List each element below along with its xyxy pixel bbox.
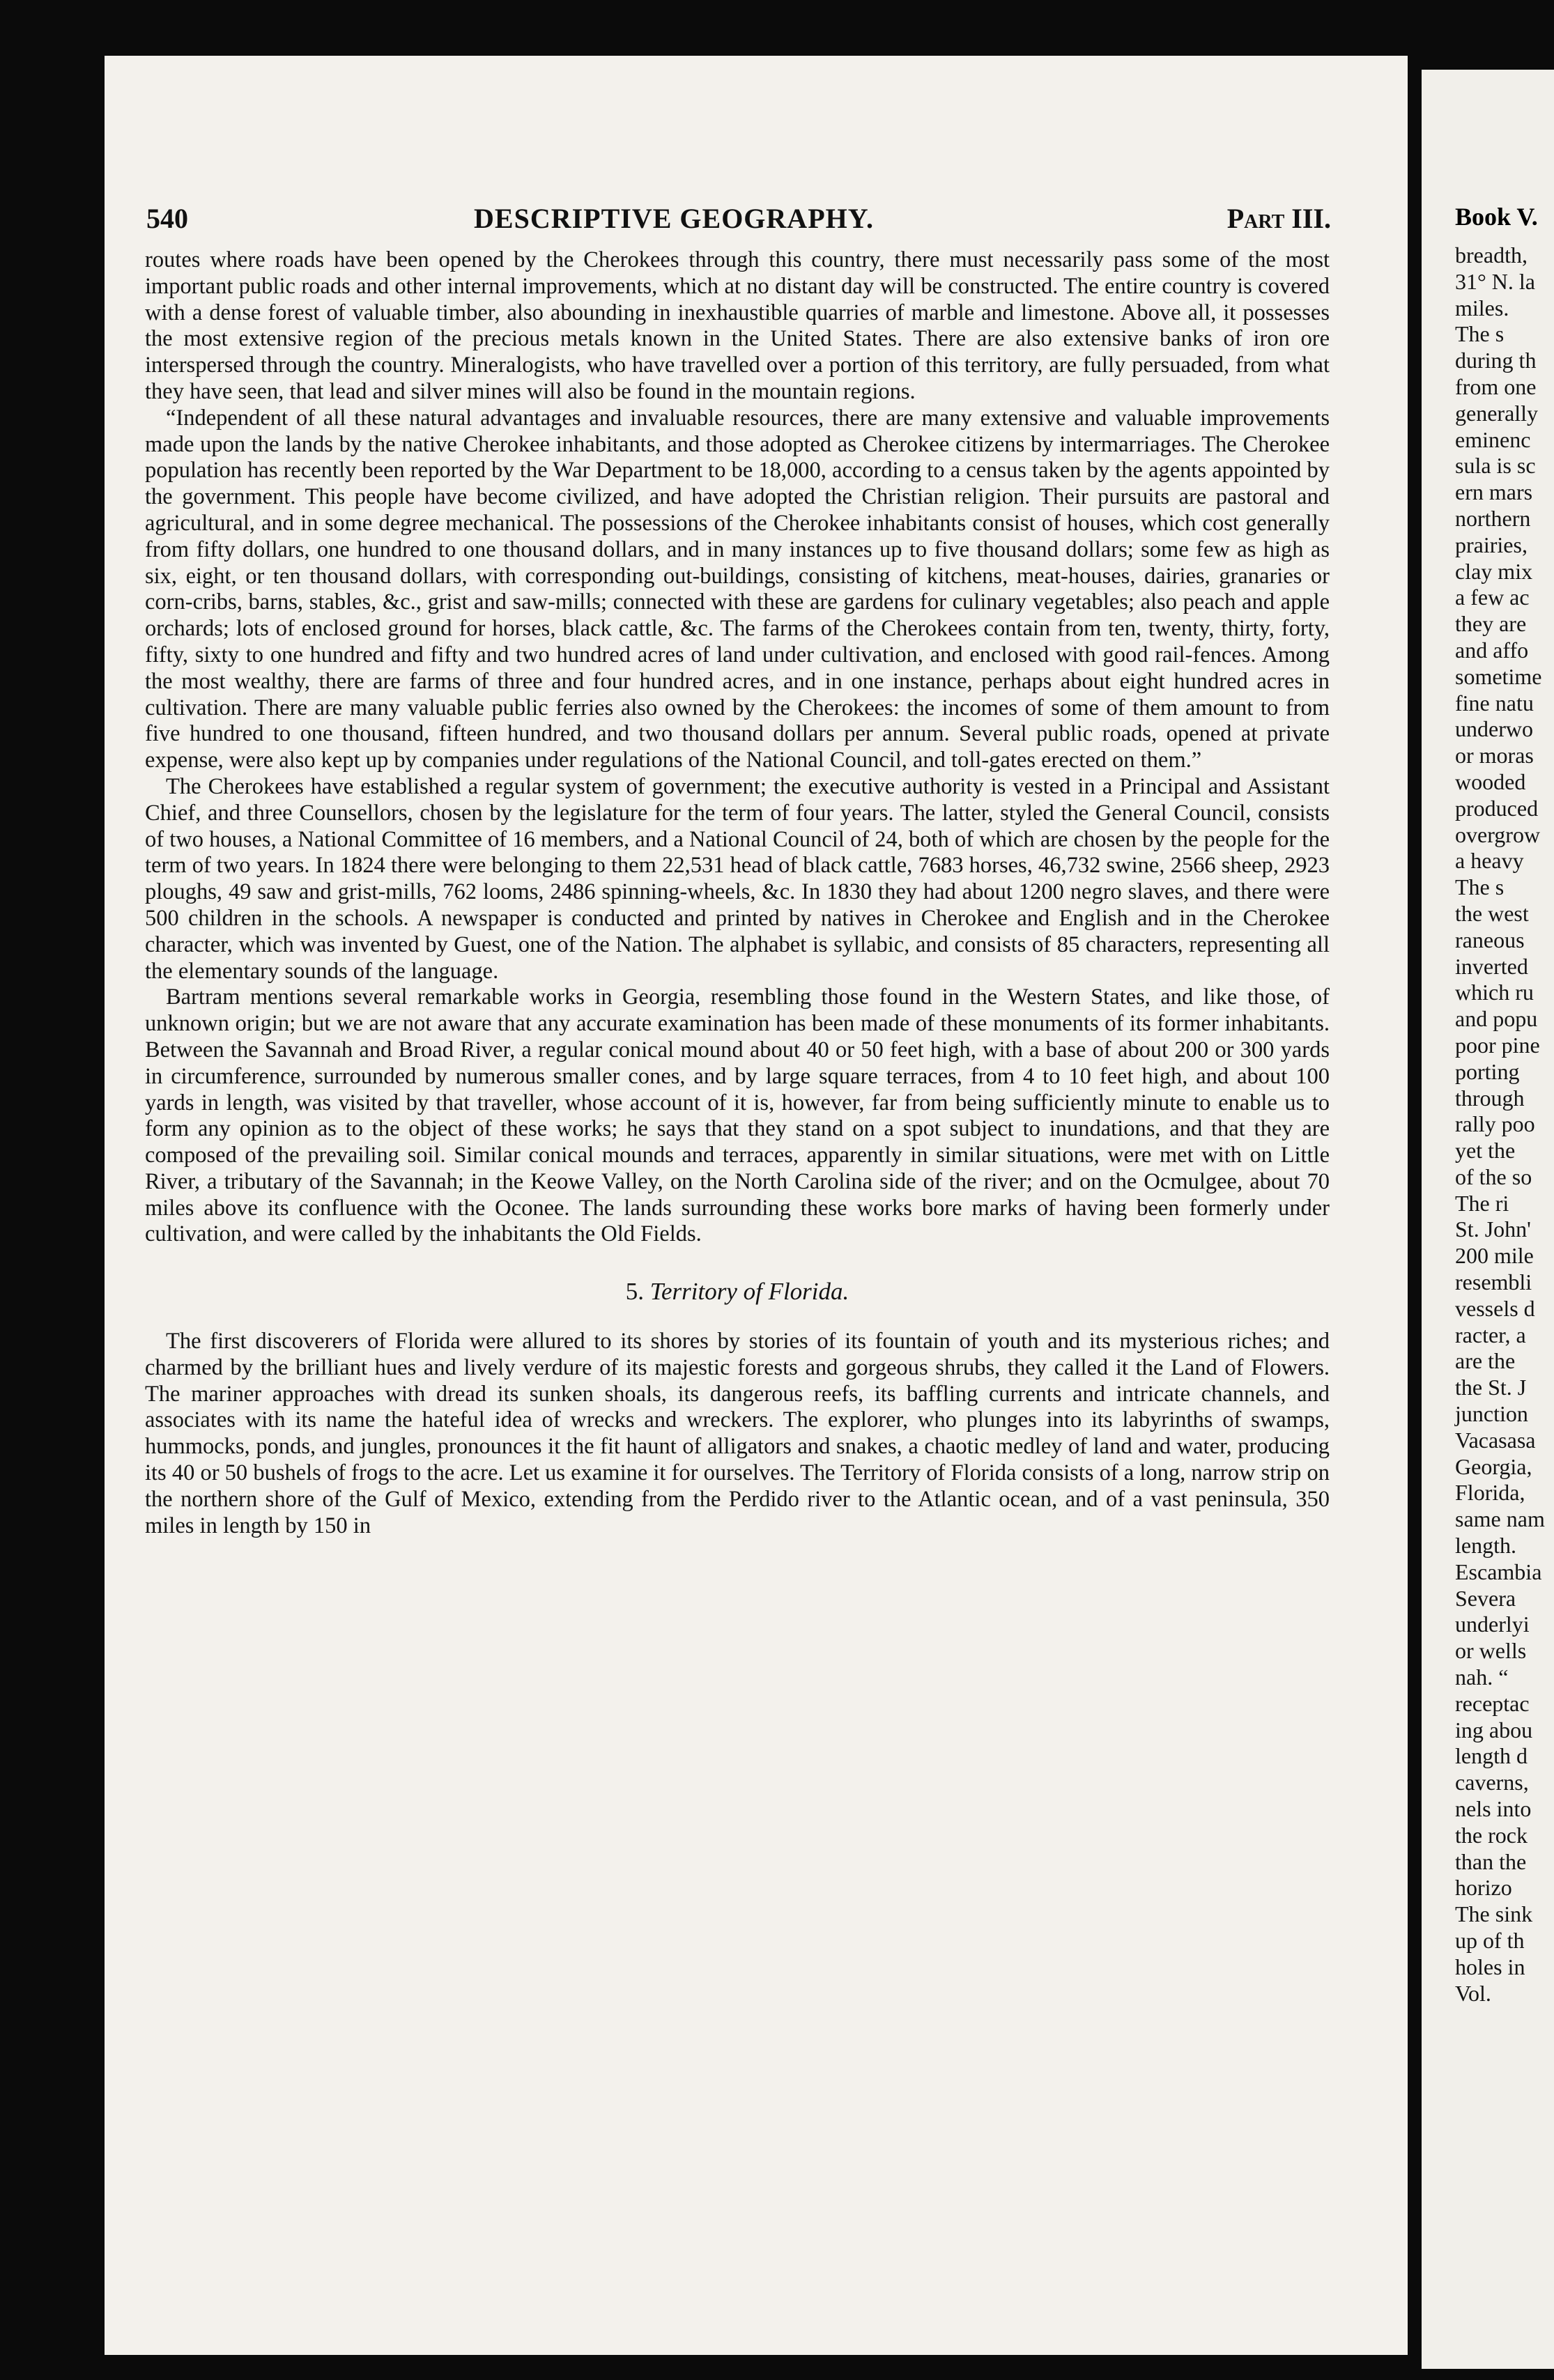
- adjacent-line: underlyi: [1455, 1612, 1530, 1637]
- adjacent-line: or wells: [1455, 1638, 1527, 1664]
- adjacent-line: up of th: [1455, 1928, 1525, 1953]
- adjacent-line: from one: [1455, 373, 1537, 399]
- adjacent-line: fine natu: [1455, 690, 1534, 716]
- running-header: [146, 202, 1331, 244]
- adjacent-line: Georgia,: [1455, 1453, 1532, 1479]
- adjacent-line: and popu: [1455, 1006, 1538, 1032]
- adjacent-line: racter, a: [1455, 1322, 1526, 1347]
- page-number: 540: [146, 203, 188, 234]
- adjacent-line: holes in: [1455, 1954, 1525, 1979]
- adjacent-line: inverted: [1455, 953, 1528, 979]
- adjacent-line: Florida,: [1455, 1480, 1525, 1506]
- running-title: DESCRIPTIVE GEOGRAPHY.: [474, 203, 874, 234]
- adjacent-line: wooded: [1455, 768, 1526, 794]
- adjacent-line: through: [1455, 1085, 1525, 1111]
- adjacent-line: prairies,: [1455, 532, 1528, 557]
- adjacent-line: during th: [1455, 348, 1537, 373]
- adjacent-line: vessels d: [1455, 1295, 1535, 1321]
- adjacent-line: Severa: [1455, 1585, 1516, 1611]
- paragraph-quote: “Independent of all these natural advantages and invaluable resources, there are many extensive and valuable improvements made upon the lands by the native Cherokee inhabitants, and those adopted as Cherokee citizens by intermarriages. The Cherokee population has recently been reported by the War Department to be 18,000, according to a census taken by the agents appointed by the government. This people have become civilized, and have adopted the Christian religion. Their pursuits are pastoral and agricultural, and in some degree mechanical. The possessions of the Cherokee inhabitants consist of houses, which cost generally from fifty dollars, one hundred to one thousand dollars, and in many instances up to five thousand dollars; some few as high as six, eight, or ten thousand dollars, with corresponding out-buildings, consisting of kitchens, meat-houses, dairies, granaries or corn-cribs, barns, stables, &c., grist and saw-mills; connected with these are gardens for culinary vegetables; also peach and apple orchards; lots of enclosed ground for horses, black cattle, &c. The farms of the Cherokees contain from ten, twenty, thirty, forty, fifty, sixty to one hundred and fifty and two hundred acres of land under cultivation, and enclosed with good rail-fences. Among the most wealthy, there are farms of three and four hundred acres, and in one instance, perhaps about eight hundred acres in cultivation. There are many valuable public ferries also owned by the Cherokees: the incomes of some of them amount to from five hundred to one thousand, fifteen hundred, and two thousand dollars per annum. Several public roads, opened at private expense, were also kept up by companies under regulations of the National Council, and toll-gates erected on them.”: [145, 405, 1330, 773]
- adjacent-line: length d: [1455, 1743, 1528, 1769]
- adjacent-line: than the: [1455, 1848, 1527, 1874]
- adjacent-line: produced: [1455, 795, 1539, 821]
- adjacent-line: a few ac: [1455, 585, 1530, 610]
- adjacent-line: the rock: [1455, 1822, 1528, 1848]
- adjacent-line: The ri: [1455, 1190, 1509, 1216]
- adjacent-line: or moras: [1455, 743, 1534, 768]
- page-body: [145, 247, 1330, 1539]
- adjacent-line: ern mars: [1455, 479, 1533, 505]
- adjacent-line: of the so: [1455, 1164, 1532, 1189]
- paragraph-government: The Cherokees have established a regular system of government; the executive authority is vested in a Principal and Assistant Chief, and three Counsellors, chosen by the legislature for the term of four years. The latter, styled the General Council, consists of two houses, a National Committee of 16 members, and a National Council of 24, both of which are chosen by the people for the term of two years. In 1824 there were belonging to them 22,531 head of black cattle, 7683 horses, 46,732 swine, 2566 sheep, 2923 ploughs, 49 saw and grist-mills, 762 looms, 2486 spinning-wheels, &c. In 1830 they had about 1200 negro slaves, and there were 500 children in the schools. A newspaper is conducted and printed by natives in Cherokee and English and in the Cherokee character, which was invented by Guest, one of the Nation. The alphabet is syllabic, and consists of 85 characters, representing all the elementary sounds of the language.: [145, 773, 1330, 984]
- adjacent-line: ing abou: [1455, 1717, 1533, 1742]
- adjacent-line: northern: [1455, 505, 1531, 531]
- adjacent-line: are the: [1455, 1348, 1516, 1374]
- adjacent-line: poor pine: [1455, 1032, 1540, 1058]
- adjacent-line: generally: [1455, 400, 1539, 426]
- adjacent-line: sometime: [1455, 663, 1542, 689]
- adjacent-line: underwo: [1455, 716, 1533, 742]
- adjacent-line: receptac: [1455, 1690, 1530, 1716]
- adjacent-line: The s: [1455, 321, 1505, 347]
- adjacent-line: yet the: [1455, 1138, 1516, 1164]
- paragraph-routes: routes where roads have been opened by the Cherokees through this country, there must necessarily pass some of the most important public roads and other internal improvements, which at no distant day will be constructed. The entire country is covered with a dense forest of valuable timber, also abounding in inexhaustible quarries of marble and limestone. Above all, it possesses the most extensive region of the precious metals known in the United States. There are also extensive banks of iron ore interspersed through the country. Mineralogists, who have travelled over a portion of this territory, are fully persuaded, from what they have seen, that lead and silver mines will also be found in the mountain regions.: [145, 247, 1330, 404]
- adjacent-line: eminenc: [1455, 426, 1531, 452]
- paragraph-bartram: Bartram mentions several remarkable works in Georgia, resembling those found in the Western States, and like those, of unknown origin; but we are not aware that any accurate examination has been made of these monuments of its former inhabitants. Between the Savannah and Broad River, a regular conical mound about 40 or 50 feet high, with a base of about 200 or 300 yards in circumference, surrounded by numerous smaller cones, and by large square terraces, from 4 to 10 feet high, and about 100 yards in length, was visited by that traveller, whose account of it is, however, far from being sufficiently minute to enable us to form any opinion as to the object of these works; he says that they stand on a spot subject to inundations, and that they are composed of the prevailing soil. Similar conical mounds and terraces, apparently in similar situations, were met with on Little River, a tributary of the Savannah; in the Keowe Valley, on the North Carolina side of the river; and on the Ocmulgee, about 70 miles above its confluence with the Oconee. The lands surrounding these works bore marks of having been formerly under cultivation, and were called by the inhabitants the Old Fields.: [145, 984, 1330, 1247]
- adjacent-line: 31° N. la: [1455, 268, 1535, 294]
- adjacent-line: caverns,: [1455, 1770, 1529, 1795]
- adjacent-line: they are: [1455, 611, 1527, 637]
- adjacent-line: and affo: [1455, 637, 1529, 663]
- adjacent-line: overgrow: [1455, 821, 1541, 847]
- adjacent-line: nah. “: [1455, 1664, 1509, 1690]
- section-number: 5.: [625, 1278, 644, 1306]
- adjacent-line: The sink: [1455, 1901, 1533, 1927]
- adjacent-line: 200 mile: [1455, 1243, 1534, 1269]
- adjacent-line: Escambia: [1455, 1559, 1542, 1584]
- adjacent-line: sula is sc: [1455, 453, 1536, 479]
- adjacent-header: Book V.: [1455, 203, 1538, 231]
- section-title: Territory of Florida.: [649, 1278, 849, 1306]
- adjacent-page-edge: [1422, 70, 1554, 2369]
- adjacent-line: Vacasasa: [1455, 1427, 1536, 1453]
- adjacent-line: same nam: [1455, 1506, 1545, 1532]
- adjacent-line: St. John': [1455, 1216, 1531, 1242]
- adjacent-line: resembli: [1455, 1269, 1532, 1295]
- adjacent-line: junction: [1455, 1401, 1528, 1427]
- adjacent-line: clay mix: [1455, 558, 1533, 584]
- adjacent-line: Vol.: [1455, 1980, 1491, 2006]
- adjacent-line: rally poo: [1455, 1111, 1535, 1137]
- adjacent-line: the west: [1455, 900, 1529, 926]
- adjacent-line: miles.: [1455, 295, 1509, 320]
- paragraph-florida: The first discoverers of Florida were allured to its shores by stories of its fountain of youth and its mysterious riches; and charmed by the brilliant hues and lively verdure of its majestic forests and gorgeous shrubs, they called it the Land of Flowers. The mariner approaches with dread its sunken shoals, its dangerous reefs, its baffling currents and intricate channels, and associates with its name the hateful idea of wrecks and wreckers. The explorer, who plunges into its labyrinths of swamps, hummocks, ponds, and jungles, pronounces it the fit haunt of alligators and snakes, a chaotic medley of land and water, producing its 40 or 50 bushels of frogs to the acre. Let us examine it for ourselves. The Territory of Florida consists of a long, narrow strip on the northern shore of the Gulf of Mexico, extending from the Perdido river to the Atlantic ocean, and of a vast peninsula, 350 miles in length by 150 in: [145, 1329, 1330, 1538]
- adjacent-line: breadth,: [1455, 242, 1528, 268]
- part-label: Part III.: [1226, 203, 1331, 234]
- adjacent-line: a heavy: [1455, 848, 1524, 874]
- adjacent-line: which ru: [1455, 980, 1534, 1005]
- adjacent-line: horizo: [1455, 1875, 1512, 1901]
- adjacent-line: the St. J: [1455, 1375, 1527, 1400]
- adjacent-line: The s: [1455, 874, 1505, 900]
- adjacent-line: raneous: [1455, 927, 1525, 952]
- adjacent-line: length.: [1455, 1533, 1516, 1559]
- adjacent-line: nels into: [1455, 1796, 1532, 1822]
- adjacent-text: [1422, 242, 1545, 2007]
- adjacent-line: porting: [1455, 1058, 1520, 1084]
- section-heading: [145, 1278, 1330, 1305]
